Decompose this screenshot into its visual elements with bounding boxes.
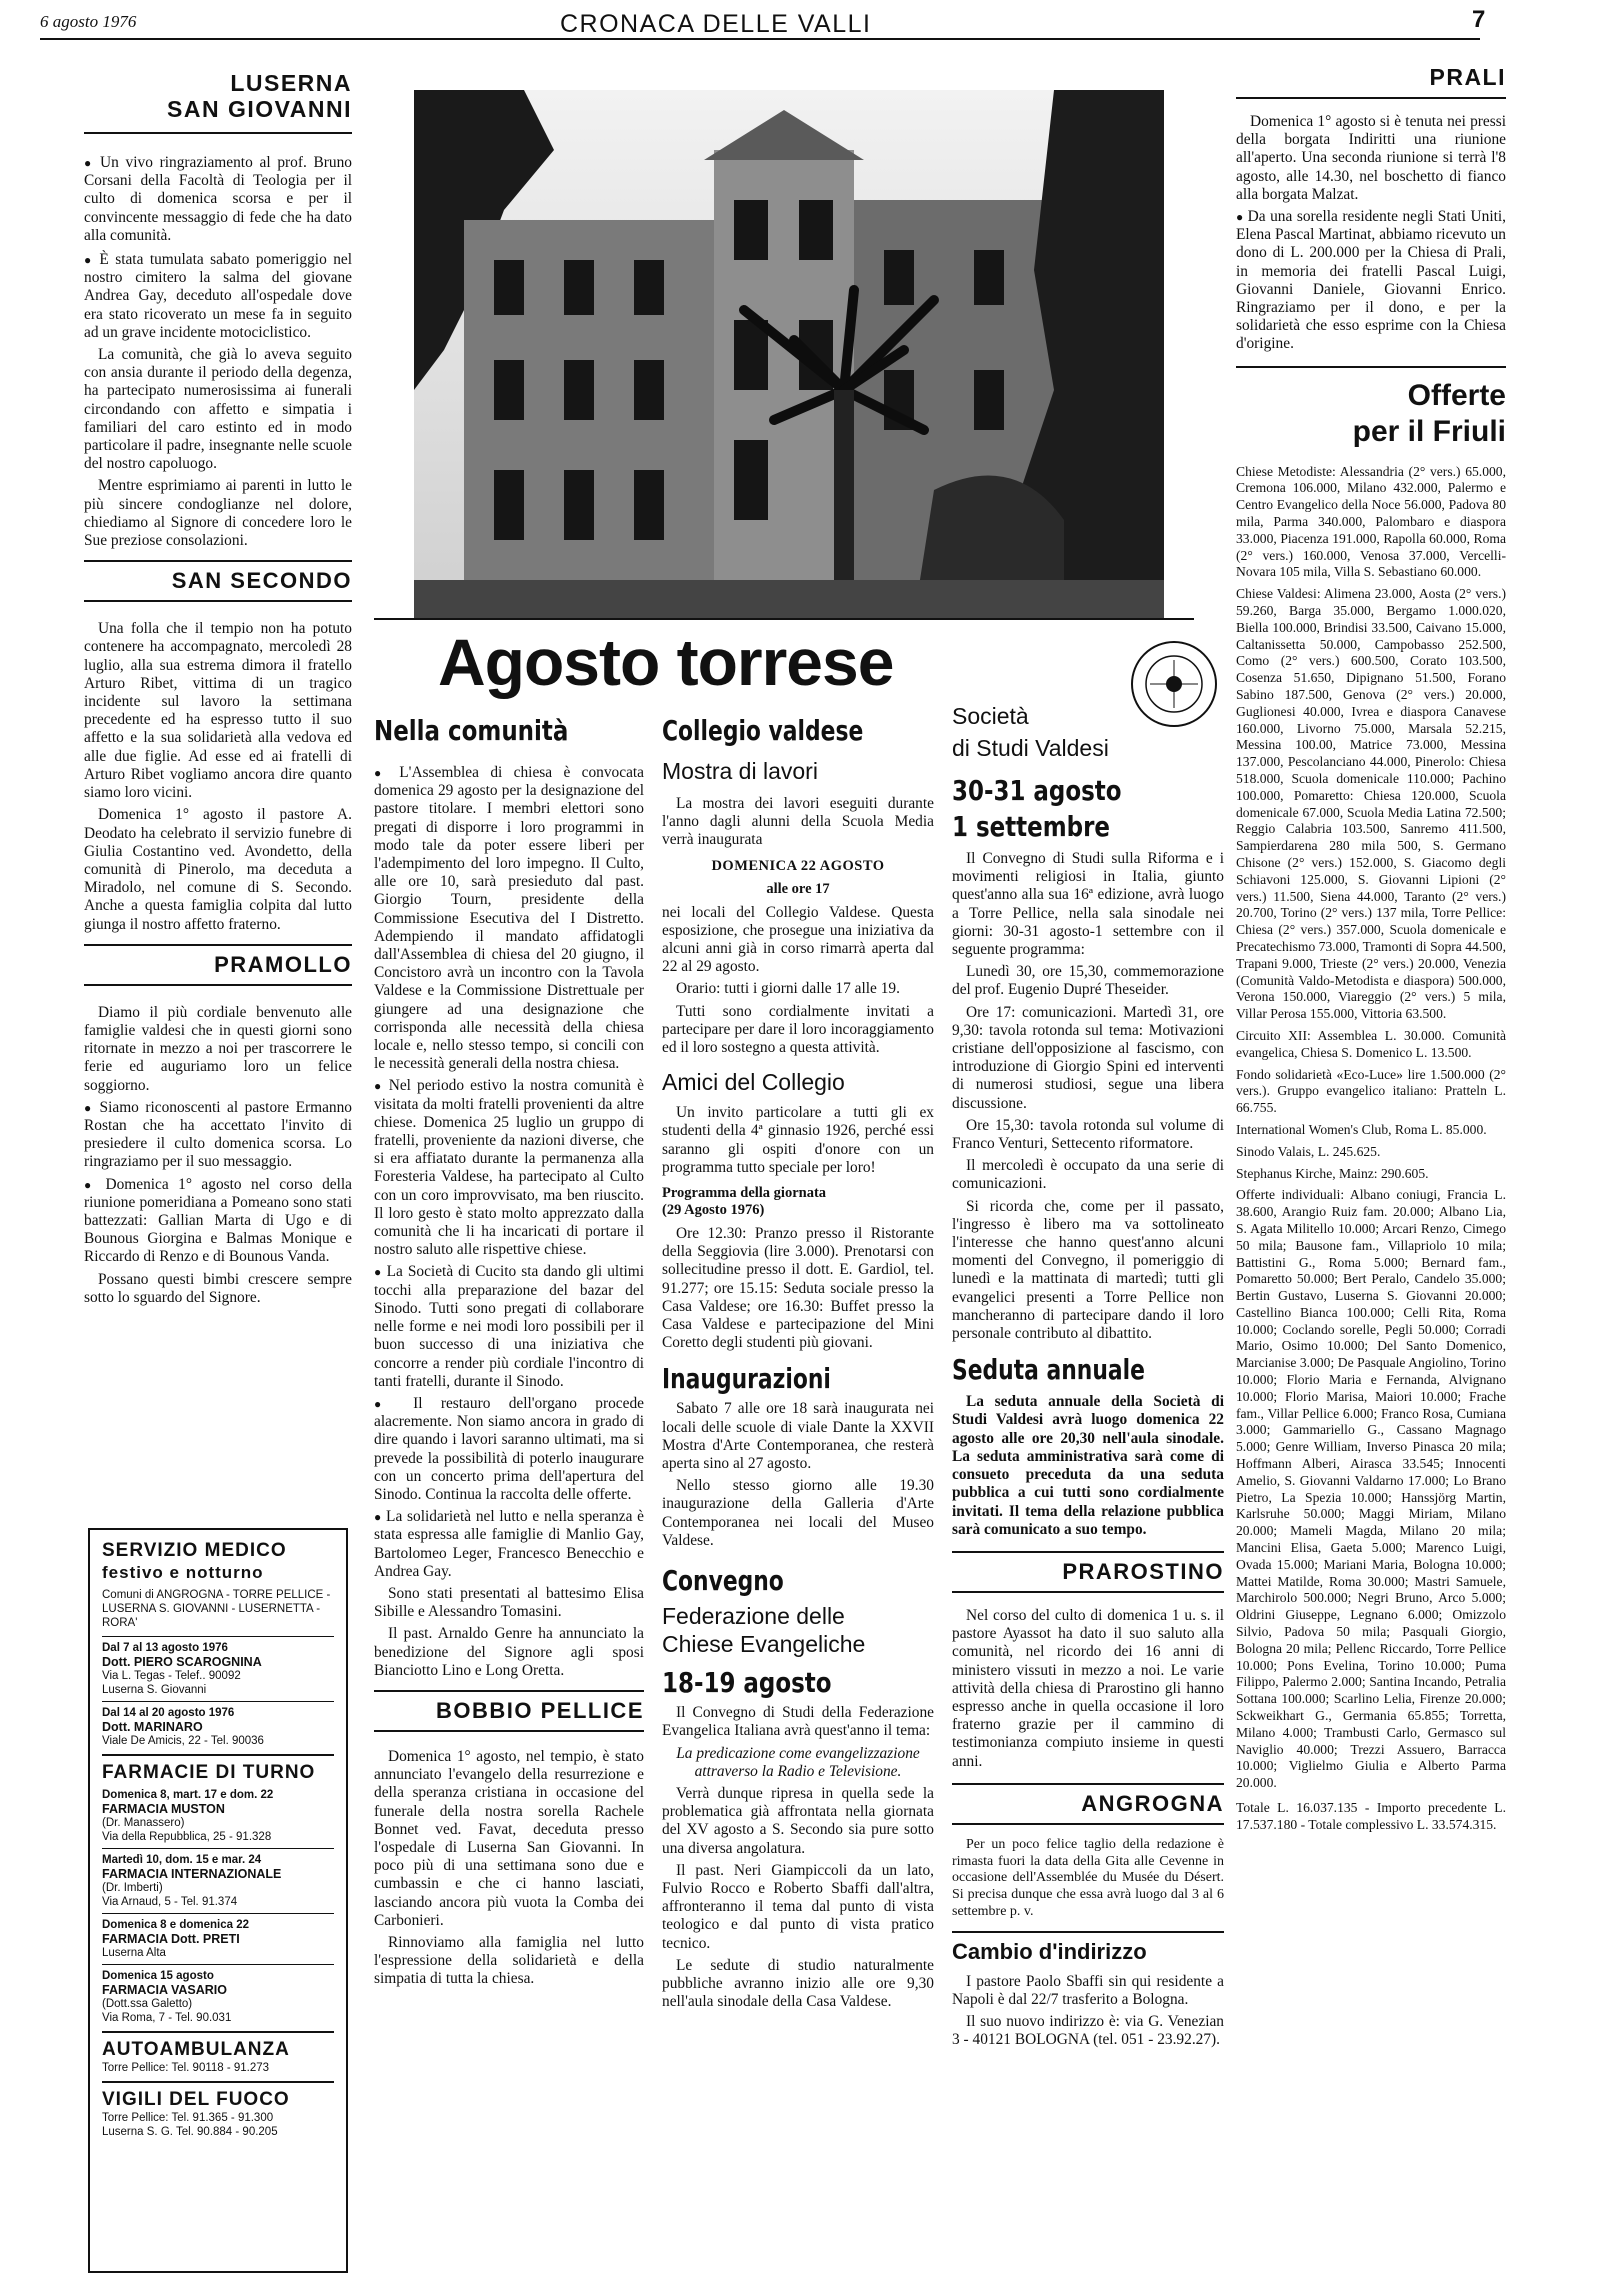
prali-title: PRALI — [1429, 64, 1506, 90]
prog-title: Programma della giornata — [662, 1185, 827, 1202]
f4-doc: (Dott.ssa Galetto) — [102, 1998, 193, 2010]
headline: Agosto torrese — [438, 625, 894, 699]
seduta-p1: La seduta annuale della Società di Studi Valdesi avrà luogo domenica 22 agosto alle ore 20,30 nell'aula sinodale. La seduta amministrativa sarà come di consueto preceduta da una seduta pubblica a cui tutti sono cordialmente invitati. Il tema della relazione pubblica sarà comunicato a suo tempo. — [952, 1393, 1224, 1538]
ssv-title2: di Studi Valdesi — [952, 735, 1109, 761]
services-box — [88, 1528, 348, 2273]
pramollo-p2: ● Siamo riconoscenti al pastore Ermanno Rostan che ha accettato l'invito di presiedere il culto domenica scorsa. Lo ringraziamo per il suo messaggio. — [84, 1099, 352, 1172]
ambulanza-title: AUTOAMBULANZA — [102, 2039, 290, 2060]
conv-sub1: Federazione delle — [662, 1603, 845, 1630]
issue-date: 6 agosto 1976 — [40, 12, 137, 31]
amici-p1: Un invito particolare a tutti gli ex studenti della 4ª ginnasio 1926, perché essi saranno gli ospiti d'onore con un programma tutto speciale per loro! — [662, 1104, 934, 1176]
luserna-p3: La comunità, che già lo aveva seguito con ansia durante il periodo della degenza, ha partecipato numerosissima ai funerali circondando con affetto e simpatia i familiari del caro estinto ed in modo particolare il padre, insegnante nelle scuole del nostro capoluogo. — [84, 346, 352, 473]
cv-p3: Orario: tutti i giorni dalle 17 alle 19. — [676, 980, 900, 998]
f1-doc: (Dr. Manassero) — [102, 1817, 185, 1829]
medico-comuni: Comuni di ANGROGNA - TORRE PELLICE - LUSERNA S. GIOVANNI - LUSERNETTA - RORA' — [102, 1589, 331, 1629]
f1-dates: Domenica 8, mart. 17 e dom. 22 — [102, 1789, 274, 1801]
angrogna-title: ANGROGNA — [1081, 1790, 1224, 1816]
inaug-title: Inaugurazioni — [662, 1362, 831, 1396]
bobbio-rule — [374, 1690, 644, 1692]
ssv-p1: Il Convegno di Studi sulla Riforma e i movimenti religiosi in Italia, giunto quest'anno alla sua 16ª edizione, avrà luogo a Torre Pellice, nella sala sinodale nei giorni: 30-31 agosto-1 settembre con il seguente programma: — [952, 850, 1224, 959]
f4-addr: Via Roma, 7 - Tel. 90.031 — [102, 2012, 232, 2024]
page-number: 7 — [1472, 6, 1486, 33]
amici-title: Amici del Collegio — [662, 1069, 845, 1096]
sansecondo-rule — [84, 560, 352, 562]
conv-title-wrap — [662, 1564, 934, 1602]
sansecondo-rule2 — [84, 600, 352, 602]
pramollo-title: PRAMOLLO — [214, 951, 352, 977]
cambio-title: Cambio d'indirizzo — [952, 1938, 1147, 1964]
f1-addr: Via della Repubblica, 25 - 91.328 — [102, 1831, 272, 1843]
sansecondo-title: SAN SECONDO — [171, 568, 352, 594]
headline-top-rule — [374, 618, 1194, 620]
bobbio-title: BOBBIO PELLICE — [435, 1697, 644, 1723]
sansecondo-p1: Una folla che il tempio non ha potuto contenere ha accompagnato, mercoledì 28 luglio, alla sua estrema dimora il fratello Arturo Ribet, vittima di un tragico incidente sul lavoro la settimana precedente ed ha espresso tutto il suo affetto e la sua solidarietà alla vedova ed alle due figlie. Ad esse ed ai fratelli di Arturo Ribet vogliamo ancora dire quanto siamo loro vicini. — [84, 620, 352, 802]
bobbio-p1: Domenica 1° agosto, nel tempio, è stato annunciato l'evangelo della resurrezione e della speranza cristiana in occasione del funerale della nostra sorella Rachele Bonnet ved. Favat, deceduta presso l'ospedale di Luserna San Giovanni. In poco più di una settimana sono due e cumbassin e che ci hanno lasciati, lasciando ancora più vuota la Comba dei Carbonieri. — [374, 1747, 644, 1929]
angrogna-p1: Per un poco felice taglio della redazione è rimasta fuori la data della Gita alle Cevenne in occasione dell'Assemblée du Musée du Désert. Si precisa dunque che essa avrà luogo dal 3 al 6 settembre p. v. — [952, 1836, 1224, 1919]
collegio-photo — [414, 90, 1164, 618]
ssv-p2: Lunedì 30, ore 15,30, commemorazione del prof. Eugenio Dupré Theseider. — [952, 963, 1224, 999]
pramollo-p1: Diamo il più cordiale benvenuto alle famiglie valdesi che in questi giorni sono ritornate in mezzo a noi per trascorrere le ferie ed auguriamo loro un felice soggiorno. — [84, 1003, 352, 1094]
conv-p2: Verrà dunque ripresa in quella sede la problematica già affrontata nella giornata del XV agosto a S. Secondo sia pure sotto una diversa angolatura. — [662, 1784, 934, 1857]
pramollo-rule — [84, 944, 352, 946]
luserna-title: LUSERNA SAN GIOVANNI — [167, 70, 352, 122]
farmacie-title: FARMACIE DI TURNO — [102, 1762, 316, 1783]
ssv-p3: Ore 17: comunicazioni. Martedì 31, ore 9,30: tavola rotonda sul tema: Motivazioni cristiane dell'opposizione al fascismo, con introduzione di Giorgio Spini ed interventi di numerosi studiosi, segue una libera discussione. — [952, 1003, 1224, 1112]
prarostino-title: PRAROSTINO — [1062, 1558, 1224, 1584]
m1-doc: Dott. PIERO SCAROGNINA — [102, 1655, 262, 1669]
offerte-circuito: Circuito XII: Assemblea L. 30.000. Comunità evangelica, Chiesa S. Domenico L. 13.500. — [1236, 1027, 1506, 1060]
offerte-sinodo: Sinodo Valais, L. 245.625. — [1236, 1143, 1381, 1159]
f3-addr: Luserna Alta — [102, 1947, 166, 1959]
cv-title-wrap — [662, 714, 934, 754]
offerte-women: International Women's Club, Roma L. 85.000. — [1236, 1121, 1487, 1137]
f4-dates: Domenica 15 agosto — [102, 1970, 214, 1982]
medico-subtitle: festivo e notturno — [102, 1563, 264, 1582]
m1-dates: Dal 7 al 13 agosto 1976 — [102, 1642, 228, 1654]
building-illustration — [414, 90, 1164, 618]
cv-date2: alle ore 17 — [766, 880, 830, 897]
cv-p2: nei locali del Collegio Valdese. Questa esposizione, che prosegue una iniziativa da alcuni anni già in corso rimarrà aperta dal 22 al 29 agosto. — [662, 903, 934, 976]
ssv-dates1: 30-31 agosto — [952, 774, 1122, 807]
cv-subtitle: Mostra di lavori — [662, 758, 818, 784]
f2-name: FARMACIA INTERNAZIONALE — [102, 1867, 282, 1881]
ssv-dates1-wrap — [952, 774, 1224, 810]
sansecondo-p2: Domenica 1° agosto il pastore A. Deodato ha celebrato il servizio funebre di Giulia Costantino ved. Avondetto, della comunità di Pinerolo, ma deceduta a Miradolo, nel comune di S. Secondo. Anche a questa famiglia colpita dal lutto giunga il nostro affetto fraterno. — [84, 806, 352, 933]
m2-dates: Dal 14 al 20 agosto 1976 — [102, 1707, 235, 1719]
f4-name: FARMACIA VASARIO — [102, 1983, 227, 1997]
col-right — [1236, 64, 1506, 1839]
prarostino-rule — [952, 1551, 1224, 1553]
ssv-p6: Si ricorda che, come per il passato, l'ingresso è libero ma va sottolineato l'interesse che hanno quest'anno alcuni momenti del Convegno, il pomeriggio di lunedì e la mattinata di martedì; tutti gli evangelici presenti a Torre Pellice non mancheranno di partecipare dando il loro personale contributo al dibattito. — [952, 1197, 1224, 1343]
luserna-p4: Mentre esprimiamo ai parenti in lutto le più sincere condoglianze nel dolore, chiediamo al Signore di concedere loro le Sue preziose consolazioni. — [84, 477, 352, 550]
conv-title: Convegno — [662, 1564, 784, 1598]
cambio-rule — [952, 1931, 1224, 1933]
ssv-dates2: 1 settembre — [952, 810, 1110, 843]
seduta-title: Seduta annuale — [952, 1353, 1145, 1387]
conv-p4: Le sedute di studio naturalmente pubbliche avranno inizio alle ore 9,30 nell'aula sinodale della Casa Valdese. — [662, 1956, 934, 2011]
conv-sub2: Chiese Evangeliche — [662, 1631, 866, 1658]
f3-name: FARMACIA Dott. PRETI — [102, 1932, 240, 1946]
offerte-stephanus: Stephanus Kirche, Mainz: 290.605. — [1236, 1165, 1429, 1181]
cambio-p1: I pastore Paolo Sbaffi sin qui residente a Napoli è dal 22/7 trasferito a Bologna. — [952, 1972, 1224, 2008]
offerte-valdesi: Chiese Valdesi: Alimena 23.000, Aosta (2° vers.) 59.260, Barga 35.000, Bergamo 1.000.020, Biella 100.000, Brindisi 33.500, Caivano 15.000, Caltanissetta 50.000, Campobasso 252.500, Como (2° vers.) 600.500, Corato 103.500, Cosenza 51.650, Dipignano 51.500, Forano Sabino 187.500, Genova (2° vers.) 20.000, Guglionesi 40.000, Ivrea e diaspora Canavese 160.000, Livorno 75.000, Marsala 52.215, Messina 100.00, Matrice 73.000, Messina 137.000, Pescolanciano 44.000, Pinerolo: Chiesa 518.000, Scuola domenicale 110.000; Pachino 100.000, Pomaretto: Chiesa 120.000, Scuola domenicale 67.000, Scuola Media Latina 72.500; Reggio Calabria 103.500, Sanremo 411.500, Sampierdarena 280 mila 500, S. Germano Chisone (2° vers.) 152.000, S. Giacomo degli Schiavoni 125.000, S. Giovanni Lipioni (2° vers.) 11.500, Siena 44.000, Taranto (2° vers.) 20.700, Torino (2° vers.) 137 mila, Torre Pellice: Chiesa (2° vers.) 357.000, Scuola domenicale e Precatechismo 73.000, Tramonti di Sopra 44.500, Trapani 9.000, Trieste (2° vers.) 20.000, Venezia (Comunità Valdo-Metodista e diaspora) 500.000, Verona 150.000, Viareggio (2° vers.) 5 mila, Villar Perosa 155.000, Vittoria 63.500. — [1236, 586, 1506, 1022]
prali-p1: Domenica 1° agosto si è tenuta nei pressi della borgata Indiritti una riunione all'aperto. Una seconda riunione si terrà l'8 agosto, alle 14.30, nel boschetto di fianco alla borgata Malzat. — [1236, 113, 1506, 203]
masthead-rule — [40, 38, 1480, 40]
m1-town: Luserna S. Giovanni — [102, 1684, 207, 1696]
angrogna-rule — [952, 1783, 1224, 1785]
ambulanza-tel: Torre Pellice: Tel. 90118 - 91.273 — [102, 2062, 270, 2074]
f1-name: FARMACIA MUSTON — [102, 1802, 225, 1816]
prali-p2: ● Da una sorella residente negli Stati Uniti, Elena Pascal Martinat, abbiamo ricevuto un dono di L. 200.000 per la Chiesa di Prali, in memoria dei fratelli Pascal Luigi, Giovanni Daniele, Giovanni Enrico. Ringraziamo per il dono, e per la solidarietà che esso esprime con la Chiesa d'origine. — [1236, 208, 1506, 354]
luserna-rule — [84, 132, 352, 134]
nc-p3: ● La Società di Cucito sta dando gli ultimi tocchi alla preparazione del bazar del Sinodo. Tutti sono pregati di collaborare nelle forme e nei modi loro possibili per il buon successo di una iniziativa che concorre a render più cordiale l'incontro di tanti fratelli, durante il Sinodo. — [374, 1263, 644, 1390]
paper-name: CRONACA DELLE VALLI — [560, 10, 872, 38]
prali-rule — [1236, 97, 1506, 99]
conv-theme: La predicazione come evangelizzazione attraverso la Radio e Televisione. — [676, 1744, 920, 1780]
offerte-title2: per il Friuli — [1352, 414, 1506, 448]
inaug-title-wrap — [662, 1362, 934, 1400]
conv-p1: Il Convegno di Studi della Federazione Evangelica Italiana avrà quest'anno il tema: — [662, 1704, 934, 1740]
vigili-tel2: Luserna S. G. Tel. 90.884 - 90.205 — [102, 2126, 278, 2138]
nc-title-wrap — [374, 714, 644, 754]
conv-dates: 18-19 agosto — [662, 1666, 832, 1700]
offerte-metodiste: Chiese Metodiste: Alessandria (2° vers.) 65.000, Cremona 106.000, Milano 432.000, Palermo e Centro Evangelico della Noce 56.000, Padova 80 mila, Parma 340.000, Palombaro e diaspora 33.000, Piacenza 191.000, Rapolla 60.000, Roma (2° vers.) 160.000, Venosa 37.000, Vercelli-Novara 105 mila, Villa S. Sebastiano 60.000. — [1236, 463, 1506, 580]
nc-p6: Sono stati presentati al battesimo Elisa Sibille e Alessandro Tomasini. — [374, 1584, 644, 1621]
angrogna-rule2 — [952, 1823, 1224, 1825]
cambio-p2: Il suo nuovo indirizzo è: via G. Venezian 3 - 40121 BOLOGNA (tel. 051 - 23.92.27). — [952, 2013, 1224, 2049]
bobbio-rule2 — [374, 1730, 644, 1732]
ssv-p4: Ore 15,30: tavola rotonda sul volume di Franco Venturi, Settecento riformatore. — [952, 1116, 1224, 1153]
f2-doc: (Dr. Imberti) — [102, 1882, 163, 1894]
vigili-tel1: Torre Pellice: Tel. 91.365 - 91.300 — [102, 2112, 274, 2124]
offerte-title1: Offerte — [1407, 378, 1506, 412]
m1-addr: Via L. Tegas - Telef.. 90092 — [102, 1670, 241, 1682]
luserna-p1: ● Un vivo ringraziamento al prof. Bruno Corsani della Facoltà di Teologia per il culto di domenica scorsa e per il convincente messaggio di fede che ha dato alla comunità. — [84, 154, 352, 245]
col-collegio — [662, 714, 934, 2015]
pramollo-p4: Possano questi bimbi crescere sempre sotto lo sguardo del Signore. — [84, 1270, 352, 1306]
m2-addr: Viale De Amicis, 22 - Tel. 90036 — [102, 1735, 264, 1747]
seduta-title-wrap — [952, 1353, 1224, 1393]
ssv-title1: Società — [952, 703, 1029, 729]
inaug-p1: Sabato 7 alle ore 18 sarà inaugurata nei locali delle scuole di viale Dante la XXVII Mostra d'Arte Contemporanea, che resterà aperta sino al 27 agosto. — [662, 1400, 934, 1473]
offerte-totale: Totale L. 16.037.135 - Importo precedente L. 17.537.180 - Totale complessivo L. 33.574.315. — [1236, 1800, 1506, 1832]
offerte-individuali: Offerte individuali: Albano coniugi, Francia L. 38.600, Arangio Ruiz fam. 20.000; Albano Lia, S. Agata Militello 10.000; Arcari Renzo, Cimego 50 mila; Bausone fam., Villapriolo 10 mila; Battistini G., Roma 5.000; Bernard fam., Pomaretto 50.000; Bert Peralo, Candelo 35.000; Bertin Gustavo, Luserna S. Giovanni 20.000; Castellino Bianca 100.000; Celli Rita, Roma 10.000; Coclando sorelle, Pegli 50.000; Corradi Mario, Osimo 10.000; Del Santo Domenico, Marcianise 3.000; De Pasquale Angiolino, Torino 10.000; Florio Maria e Fernanda, Alvignano 10.000; Florio Marisa, Maiori 10.000; Frache fam., Villar Pellice 6.000; Franco Rosa, Cumiana 3.000; Gammariello G., Cassano Magnago 5.000; Genre William, Inverso Pinasca 20 mila; Hoffmann Alberi, Airasca 33.545; Innocenti Amelio, S. Giovanni Valdarno 17.000; Lo Brano Pietro, La Spezia 10.000; Hanssjörg Martin, Karlsruhe 50.000; Maggi Miriam, Milano 20.000; Mameli Magda, Milano 20 mila; Mancini Elisa, Gaeta 5.000; Marenco Luigi, Ovada 15.000; Mariani Maria, Bologna 10.000; Mattei Matilde, Roma 30.000; Mastri Samuele, Marchirolo 500.000; Negri Bruno, Arco 5.000; Oldrini Giuseppe, Legnano 6.000; Omizzolo Silvio, Padova 50 mila; Pasquali Giorgio, Bologna 20 mila; Pellenc Riccardo, Torre Pellice 10.000; Pons Evelina, Torino 10.000; Puma Filippo, Palermo 2.000; Santina Incando, Petralia Sottana 100.000; Scarlino Lelia, Firenze 20.000; Sckweikhart G., Germania 65.855; Torretta, Milano 4.000; Trambusti Carlo, Germasco sul Naviglio 40.000; Trezzi Assuero, Barracca 10.000; Viglielmo Giulia e Alberto Parma 20.000. — [1236, 1187, 1506, 1791]
col1 — [84, 70, 352, 1311]
cv-p4: Tutti sono cordialmente invitati a partecipare per dare il loro incoraggiamento ed il loro sostegno a questa attività. — [662, 1002, 934, 1057]
medico-title: SERVIZIO MEDICO — [102, 1540, 287, 1561]
offerte-fondo: Fondo solidarietà «Eco-Luce» lire 1.500.000 (2° vers.). Gruppo evangelico italiano: Pratteln L. 66.755. — [1236, 1066, 1506, 1116]
nc-p2: ● Nel periodo estivo la nostra comunità è visitata da molti fratelli provenienti da altre chiese. Domenica 25 luglio un gruppo di fratelli, proveniente da nazioni diverse, che si era affiatato durante la permanenza alla Foresteria Valdese, ha partecipato al Culto con un coro improvvisato, ma ben riuscito. Il loro gesto è stato molto apprezzato dalla comunità che li ha incaricati di portare il nostro saluto alle rispettive chiese. — [374, 1077, 644, 1259]
f2-dates: Martedì 10, dom. 15 e mar. 24 — [102, 1854, 262, 1866]
prarostino-rule2 — [952, 1591, 1224, 1593]
inaug-p2: Nello stesso giorno alle 19.30 inaugurazione della Galleria d'Arte Contemporanea nei locali del Museo Valdese. — [662, 1477, 934, 1549]
nc-p4: ● Il restauro dell'organo procede alacremente. Non siamo ancora in grado di dire quando i lavori saranno ultimati, ma si prevede la possibilità di poterlo inaugurare con un concerto prima dell'apertura del Sinodo. Continua la raccolta delle offerte. — [374, 1395, 644, 1504]
m2-doc: Dott. MARINARO — [102, 1720, 203, 1734]
ssv-p5: Il mercoledì è occupato da una serie di comunicazioni. — [952, 1157, 1224, 1193]
col-comunita — [374, 714, 644, 1993]
bobbio-p2: Rinnoviamo alla famiglia nel lutto l'espressione della solidarietà e della simpatia di tutta la chiesa. — [374, 1933, 644, 1988]
col-ssv — [952, 700, 1224, 2054]
nc-p1: ● L'Assemblea di chiesa è convocata domenica 29 agosto per la designazione del pastore titolare. I membri elettori sono pregati di disporre i loro programmi in modo tale da poter essere liberi per l'adempimento del loro impegno. Il Culto, alle ore 10, sarà presieduto dal past. Giorgio Tourn, presidente della Commissione Esecutiva del I Distretto. Adempiendo il mandato affidatogli dall'Assemblea di chiesa del 20 giugno, il Concistoro avrà un incontro con la Tavola Valdese e la Commissione Distrettuale per giungere ad una designazione che corrisponda alle necessità della chiesa locale e, nello stesso tempo, si concili con le necessità generali della nostra chiesa. — [374, 764, 644, 1073]
f2-addr: Via Arnaud, 5 - Tel. 91.374 — [102, 1896, 238, 1908]
pramollo-rule2 — [84, 984, 352, 986]
offerte-rule — [1236, 366, 1506, 368]
nc-title: Nella comunità — [374, 714, 569, 747]
conv-p3: Il past. Neri Giampiccoli da un lato, Fulvio Rocco e Roberto Sbaffi dall'altra, affronteranno il tema dal punto di vista teologico e dal punto di vista pratico tecnico. — [662, 1861, 934, 1952]
nc-p5: ● La solidarietà nel lutto e nella speranza è stata espressa alle famiglie di Manlio Gay, Bartolomeo Leger, Francesco Benecchio e Andrea Gay. — [374, 1508, 644, 1581]
prog-date: (29 Agosto 1976) — [662, 1202, 765, 1219]
pramollo-p3: ● Domenica 1° agosto nel corso della riunione pomeridiana a Pomeano sono stati battezzati: Gallian Marta di Ugo e di Bounous Giorgina e Balmas Monique e Riccardo di Renzo e di Bounous Vanda. — [84, 1176, 352, 1267]
prarostino-p1: Nel corso del culto di domenica 1 u. s. il pastore Ayassot ha dato il suo saluto alla comunità, nel ricordo dei 16 anni di ministero vissuti in mezzo a noi. Le varie attività della chiesa di Prarostino gli hanno espresso anche in quella occasione il loro fraterno grazie per il cammino di testimonianza compiuto insieme in questi anni. — [952, 1606, 1224, 1770]
prog-p1: Ore 12.30: Pranzo presso il Ristorante della Seggiovia (lire 3.000). Prenotarsi con sollecitudine presso il dott. E. Gardiol, tel. 91.277; ore 15.15: Seduta sociale presso la Casa Valdese; ore 16.30: Buffet presso la Casa Valdese e partecipazione del Mini Coretto degli studenti più giovani. — [662, 1225, 934, 1352]
nc-p7: Il past. Arnaldo Genre ha annunciato la benedizione del Signore agli sposi Bianciotto Lino e Long Oretta. — [374, 1625, 644, 1679]
conv-dates-wrap — [662, 1666, 934, 1704]
f3-dates: Domenica 8 e domenica 22 — [102, 1919, 250, 1931]
cv-p1: La mostra dei lavori eseguiti durante l'anno dagli alunni della Scuola Media verrà inaugurata — [662, 795, 934, 849]
cv-date1: DOMENICA 22 AGOSTO — [711, 857, 885, 874]
ssv-dates2-wrap — [952, 810, 1224, 850]
vigili-title: VIGILI DEL FUOCO — [102, 2089, 290, 2110]
luserna-p2: ● È stata tumulata sabato pomeriggio nel nostro cimitero la salma del giovane Andrea Gay, deceduto all'ospedale dove era stato ricoverato un mese fa in seguito ad un grave incidente motociclistico. — [84, 251, 352, 342]
cv-title: Collegio valdese — [662, 714, 864, 747]
